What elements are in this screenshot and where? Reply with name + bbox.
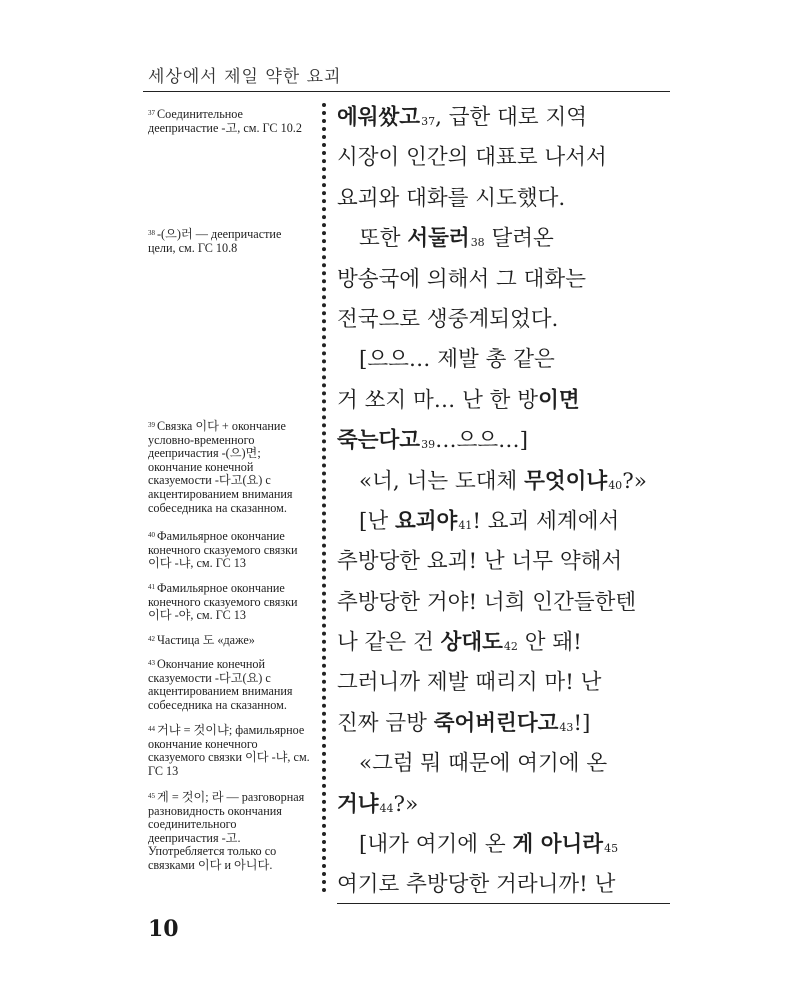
footnote-45 [148,791,310,873]
text-span: 안 돼! [517,630,582,656]
footnote-42 [148,634,310,648]
text-span: , 급한 대로 지역 [435,105,588,130]
footnote-number: 42 [148,635,155,643]
text-line [337,421,672,461]
footnote-ref: 43 [559,720,574,734]
footnote-ref: 45 [604,842,619,856]
glossed-word: 서둘러 [407,226,470,252]
text-span: [난 [359,508,395,534]
footnote-text: Связка 이다 + окончание условно-временного деепричастия -(으)면; окончание конечной сказуемости -다고(요) с акцентированием внимания собеседника на сказанном. [148,419,293,515]
footnote-text: Окончание конечной сказуемости -다고(요) с акцентированием внимания собеседника на сказанном. [148,657,293,712]
text-line: «그럼 뭐 때문에 여기에 온 [359,751,608,777]
text-span: «너, 너는 도대체 [359,468,525,494]
text-span: 거 쏘지 마… 난 한 방 [337,387,539,413]
text-line: 추방당한 거야! 너희 인간들한텐 [337,589,637,615]
footnote-39 [148,420,310,515]
header-rule [143,91,670,92]
footnote-ref: 44 [379,801,394,815]
footnote-text: 거냐 = 것이냐; фамильярное окончание конечного сказуемого связки 이다 -냐, см. ГС 13 [148,723,310,778]
footer-rule [337,903,670,904]
footnote-44 [148,724,310,778]
text-span: [내가 여기에 온 [359,832,513,858]
text-span: …으으…] [435,428,529,454]
text-line [337,502,672,542]
text-span: 진짜 금방 [337,710,434,736]
glossed-word: 상대도 [440,630,503,656]
text-line [337,623,672,663]
glossed-word: 요괴야 [395,508,458,534]
footnote-number: 38 [148,229,155,237]
text-line [337,219,672,259]
text-line: 그러니까 제발 때리지 마! 난 [337,670,602,696]
text-span: !] [573,710,591,736]
text-line [337,825,672,865]
footnote-number: 39 [148,421,155,429]
footnote-number: 37 [148,109,155,117]
footnote-ref: 38 [470,236,485,250]
text-line: [으으… 제발 총 같은 [359,347,555,373]
text-line: 요괴와 대화를 시도했다. [337,185,566,211]
footnote-41 [148,582,310,623]
text-line [337,381,672,421]
running-title: 세상에서 제일 약한 요괴 [148,67,342,87]
text-line: 추방당한 요괴! 난 너무 약해서 [337,549,623,575]
footnote-ref: 40 [608,478,623,492]
footnote-number: 40 [148,531,155,539]
text-line [337,462,672,502]
text-span: ?» [622,468,647,494]
main-text [337,98,672,906]
footnote-text: 게 = 것이; 라 — разговорная разновидность окончания соединительного деепричастия -고. Употребляется только со связками 이다 и 아니다. [148,790,305,872]
text-line [337,704,672,744]
footnote-number: 45 [148,792,155,800]
glossed-word: 거냐 [337,791,379,817]
footnote-text: Фамильярное окончание конечного сказуемого связки 이다 -냐, см. ГС 13 [148,529,298,571]
text-line: 방송국에 의해서 그 대화는 [337,266,586,292]
footnote-number: 44 [148,725,155,733]
glossed-word: 게 아니라 [512,832,604,858]
text-span: 또한 [359,226,408,252]
footnote-40 [148,530,310,571]
footnote-ref: 42 [503,640,518,654]
text-span: 나 같은 건 [337,630,441,656]
footnote-number: 41 [148,583,155,591]
footnote-text: -(으)러 — деепричастие цели, см. ГС 10.8 [148,227,282,255]
text-line [337,785,672,825]
dotted-column-divider [322,103,326,893]
text-span: 달려온 [484,226,554,252]
text-line: 전국으로 생중계되었다. [337,306,559,332]
footnote-text: Соединительное деепричастие -고, см. ГС 10.2 [148,107,302,135]
footnote-ref: 39 [421,438,436,452]
footnote-38 [148,228,310,255]
glossed-word: 무엇이냐 [524,468,608,494]
text-line: 시장이 인간의 대표로 나서서 [337,145,607,171]
text-span: ! 요괴 세계에서 [472,508,620,534]
footnote-43 [148,658,310,712]
footnote-text: Частица 도 «даже» [157,633,255,647]
text-span: ?» [393,791,419,817]
page-number: 10 [148,916,179,942]
glossed-word: 이면 [538,387,580,413]
text-line [337,98,672,138]
glossed-word: 에워쌌고 [337,105,421,130]
glossed-word: 죽는다고 [337,428,421,454]
footnote-ref: 37 [421,115,436,128]
footnote-text: Фамильярное окончание конечного сказуемого связки 이다 -야, см. ГС 13 [148,581,298,623]
footnote-number: 43 [148,659,155,667]
footnote-37 [148,108,310,135]
text-line: 여기로 추방당한 거라니까! 난 [337,872,616,898]
glossed-word: 죽어버린다고 [433,710,559,736]
footnote-ref: 41 [458,518,473,532]
